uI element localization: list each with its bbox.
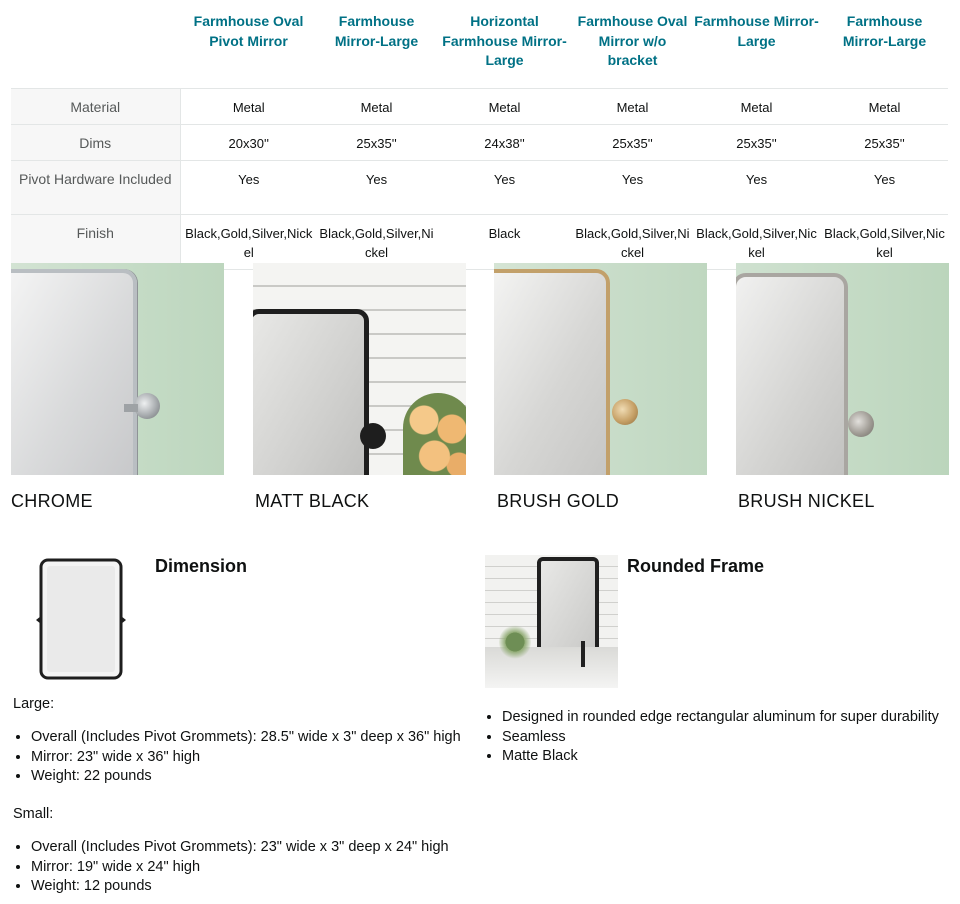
small-label: Small: — [13, 806, 54, 822]
table-cell: Black,Gold,Silver,Nickel — [821, 215, 948, 270]
table-cell: 25x35'' — [573, 125, 692, 161]
product-column-2[interactable] — [317, 0, 436, 89]
comparison-header-row — [11, 0, 948, 89]
table-cell: Yes — [436, 161, 573, 215]
table-cell: Yes — [821, 161, 948, 215]
table-cell: 25x35'' — [317, 125, 436, 161]
table-cell: Black,Gold,Silver,Nickel — [692, 215, 821, 270]
table-cell: 20x30'' — [180, 125, 317, 161]
row-label: Material — [11, 89, 180, 125]
header-blank — [11, 0, 180, 89]
product-link[interactable]: Farmhouse Mirror-Large — [842, 13, 927, 49]
table-cell: 24x38'' — [436, 125, 573, 161]
table-cell: Black,Gold,Silver,Nickel — [317, 215, 436, 270]
product-link[interactable]: Farmhouse Oval Pivot Mirror — [193, 13, 304, 49]
product-column-3[interactable] — [436, 0, 573, 89]
table-cell: Metal — [317, 89, 436, 125]
table-cell: Metal — [180, 89, 317, 125]
list-item: • Weight: 22 pounds — [31, 767, 461, 787]
product-link[interactable]: Horizontal Farmhouse Mirror-Large — [442, 13, 567, 68]
finish-image-brush-gold — [494, 263, 707, 475]
small-spec-list — [13, 838, 449, 897]
large-label: Large: — [13, 696, 55, 712]
table-cell: Yes — [317, 161, 436, 215]
row-pivot-hardware — [11, 161, 948, 215]
table-cell: Yes — [692, 161, 821, 215]
product-link[interactable]: Farmhouse Mirror-Large — [334, 13, 419, 49]
product-link[interactable]: Farmhouse Mirror-Large — [694, 13, 819, 49]
product-column-1[interactable] — [180, 0, 317, 89]
list-item: • Overall (Includes Pivot Grommets): 23" wide x 3" deep x 24" high — [31, 838, 449, 858]
product-column-5[interactable] — [692, 0, 821, 89]
table-cell: Metal — [821, 89, 948, 125]
comparison-table — [11, 0, 948, 270]
list-item: • Overall (Includes Pivot Grommets): 28.5" wide x 3" deep x 36" high — [31, 728, 461, 748]
rounded-feature-list — [484, 708, 939, 767]
dimension-title: Dimension — [155, 556, 248, 576]
row-label: Pivot Hardware Included — [11, 161, 180, 215]
finish-caption: BRUSH NICKEL — [738, 491, 875, 511]
product-column-4[interactable] — [573, 0, 692, 89]
row-label: Dims — [11, 125, 180, 161]
finish-caption: CHROME — [11, 491, 93, 511]
table-cell: Metal — [573, 89, 692, 125]
finish-image-matt-black — [253, 263, 466, 475]
table-cell: Metal — [436, 89, 573, 125]
list-item: • Seamless — [502, 728, 939, 748]
table-cell: Yes — [573, 161, 692, 215]
finish-image-chrome — [11, 263, 224, 475]
product-column-6[interactable] — [821, 0, 948, 89]
row-finish — [11, 215, 948, 270]
large-spec-list — [13, 728, 461, 787]
row-material — [11, 89, 948, 125]
table-cell: Black,Gold,Silver,Nickel — [573, 215, 692, 270]
finish-image-brush-nickel — [736, 263, 949, 475]
row-label: Finish — [11, 215, 180, 270]
list-item: • Mirror: 23" wide x 36" high — [31, 748, 461, 768]
rounded-frame-title: Rounded Frame — [627, 556, 765, 576]
list-item: • Weight: 12 pounds — [31, 877, 449, 897]
row-dims — [11, 125, 948, 161]
table-cell: Metal — [692, 89, 821, 125]
table-cell: 25x35'' — [821, 125, 948, 161]
table-cell: Yes — [180, 161, 317, 215]
dimension-icon — [30, 552, 134, 684]
list-item: • Designed in rounded edge rectangular aluminum for super durability — [502, 708, 939, 728]
list-item: • Mirror: 19" wide x 24" high — [31, 858, 449, 878]
table-cell: 25x35'' — [692, 125, 821, 161]
product-link[interactable]: Farmhouse Oval Mirror w/o bracket — [577, 13, 688, 68]
rounded-frame-image — [485, 555, 618, 688]
table-cell: Black — [436, 215, 573, 270]
finish-caption: MATT BLACK — [255, 491, 370, 511]
table-cell: Black,Gold,Silver,Nickel — [180, 215, 317, 270]
finish-caption: BRUSH GOLD — [497, 491, 620, 511]
list-item: • Matte Black — [502, 747, 939, 767]
